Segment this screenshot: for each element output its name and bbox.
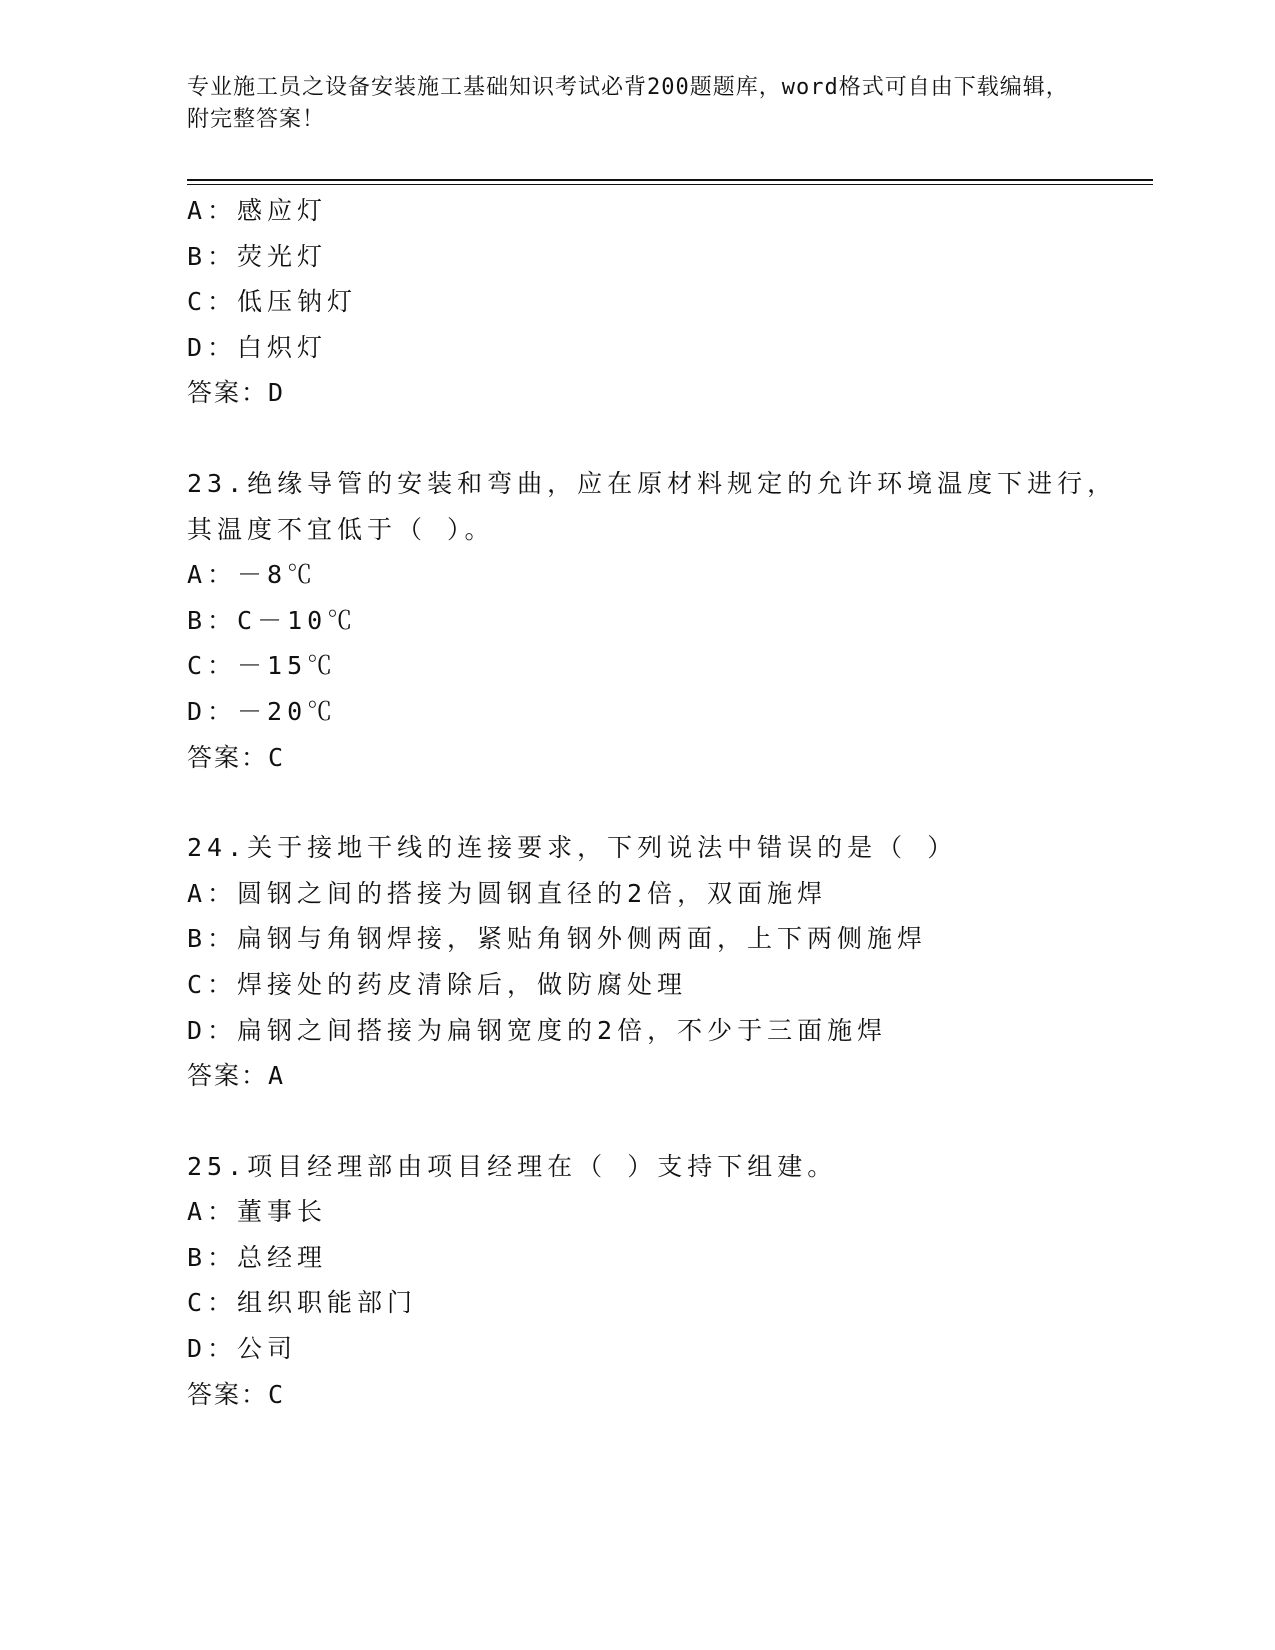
- block-gap: [187, 416, 1147, 461]
- option-d: D：公司: [187, 1334, 298, 1364]
- question-block: [187, 461, 1147, 780]
- block-gap: [187, 780, 1147, 825]
- question-text: 24.关于接地干线的连接要求，下列说法中错误的是（ ）: [187, 833, 958, 863]
- option-b: B：扁钢与角钢焊接，紧贴角钢外侧两面，上下两侧施焊: [187, 924, 928, 954]
- header-rule-thin: [187, 184, 1153, 185]
- option-c: C：焊接处的药皮清除后，做防腐处理: [187, 969, 688, 999]
- block-gap: [187, 1099, 1147, 1144]
- option-b: B：荧光灯: [187, 241, 328, 271]
- option-a: A：－8℃: [187, 560, 318, 590]
- question-block: [187, 825, 1147, 1099]
- option-b: B：C－10℃: [187, 605, 358, 635]
- question-text: 23.绝缘导管的安装和弯曲，应在原材料规定的允许环境温度下进行，其温度不宜低于（ ）。: [187, 468, 1118, 544]
- option-d: D：白炽灯: [187, 332, 328, 362]
- option-a: A：圆钢之间的搭接为圆钢直径的2倍，双面施焊: [187, 878, 828, 908]
- option-c: C：低压钠灯: [187, 287, 358, 317]
- answer: 答案：D: [187, 378, 286, 408]
- option-a: A：感应灯: [187, 196, 328, 225]
- option-b: B：总经理: [187, 1242, 328, 1272]
- question-text: 25.项目经理部由项目经理在（ ）支持下组建。: [187, 1151, 838, 1181]
- option-c: C：－15℃: [187, 651, 338, 681]
- option-a: A：董事长: [187, 1197, 328, 1227]
- option-c: C：组织职能部门: [187, 1288, 418, 1318]
- header-rule-thick: [187, 179, 1153, 181]
- option-d: D：－20℃: [187, 696, 338, 726]
- answer: 答案：C: [187, 1379, 286, 1409]
- question-block: [187, 188, 1147, 416]
- question-list: [187, 188, 1147, 1417]
- document-header: 专业施工员之设备安装施工基础知识考试必背200题题库，word格式可自由下载编辑，附完整答案！: [187, 75, 1069, 132]
- option-d: D：扁钢之间搭接为扁钢宽度的2倍，不少于三面施焊: [187, 1015, 888, 1045]
- answer: 答案：A: [187, 1061, 286, 1091]
- question-block: [187, 1144, 1147, 1418]
- answer: 答案：C: [187, 742, 286, 772]
